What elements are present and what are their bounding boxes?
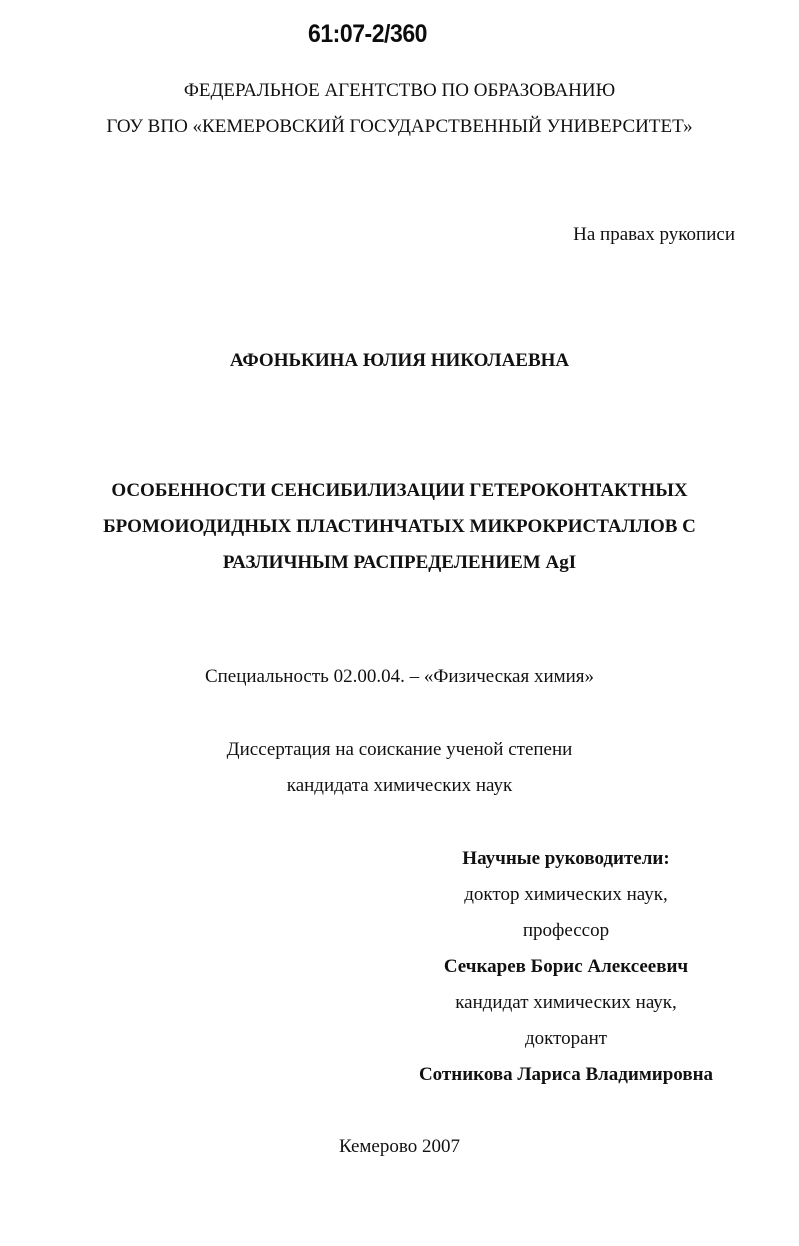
supervisor-2-title: докторант bbox=[524, 1028, 608, 1049]
thesis-title-line-1: ОСОБЕННОСТИ СЕНСИБИЛИЗАЦИИ ГЕТЕРОКОНТАКТНЫХ bbox=[111, 480, 688, 501]
author-name: АФОНЬКИНА ЮЛИЯ НИКОЛАЕВНА bbox=[229, 350, 570, 371]
city-year-footer: Кемерово 2007 bbox=[339, 1136, 460, 1157]
thesis-title-line-3: РАЗЛИЧНЫМ РАСПРЕДЕЛЕНИЕМ AgI bbox=[222, 552, 577, 573]
agency-heading: ФЕДЕРАЛЬНОЕ АГЕНТСТВО ПО ОБРАЗОВАНИЮ bbox=[183, 80, 616, 101]
supervisors-heading: Научные руководители: bbox=[462, 848, 670, 869]
degree-line-1: Диссертация на соискание ученой степени bbox=[226, 739, 573, 760]
supervisor-2-name: Сотникова Лариса Владимировна bbox=[418, 1064, 714, 1085]
supervisor-1-degree: доктор химических наук, bbox=[464, 884, 668, 905]
supervisor-1-title: профессор bbox=[522, 920, 610, 941]
degree-line-2: кандидата химических наук bbox=[286, 775, 513, 796]
catalog-stamp: 61:07-2/360 bbox=[308, 20, 427, 48]
supervisor-2-degree: кандидат химических наук, bbox=[455, 992, 677, 1013]
supervisor-1-name: Сечкарев Борис Алексеевич bbox=[443, 956, 689, 977]
manuscript-note: На правах рукописи bbox=[573, 224, 735, 245]
specialty-line: Специальность 02.00.04. – «Физическая химия» bbox=[204, 666, 595, 687]
university-heading: ГОУ ВПО «КЕМЕРОВСКИЙ ГОСУДАРСТВЕННЫЙ УНИВЕРСИТЕТ» bbox=[106, 116, 693, 137]
thesis-title-line-2: БРОМОИОДИДНЫХ ПЛАСТИНЧАТЫХ МИКРОКРИСТАЛЛОВ С bbox=[103, 516, 696, 537]
